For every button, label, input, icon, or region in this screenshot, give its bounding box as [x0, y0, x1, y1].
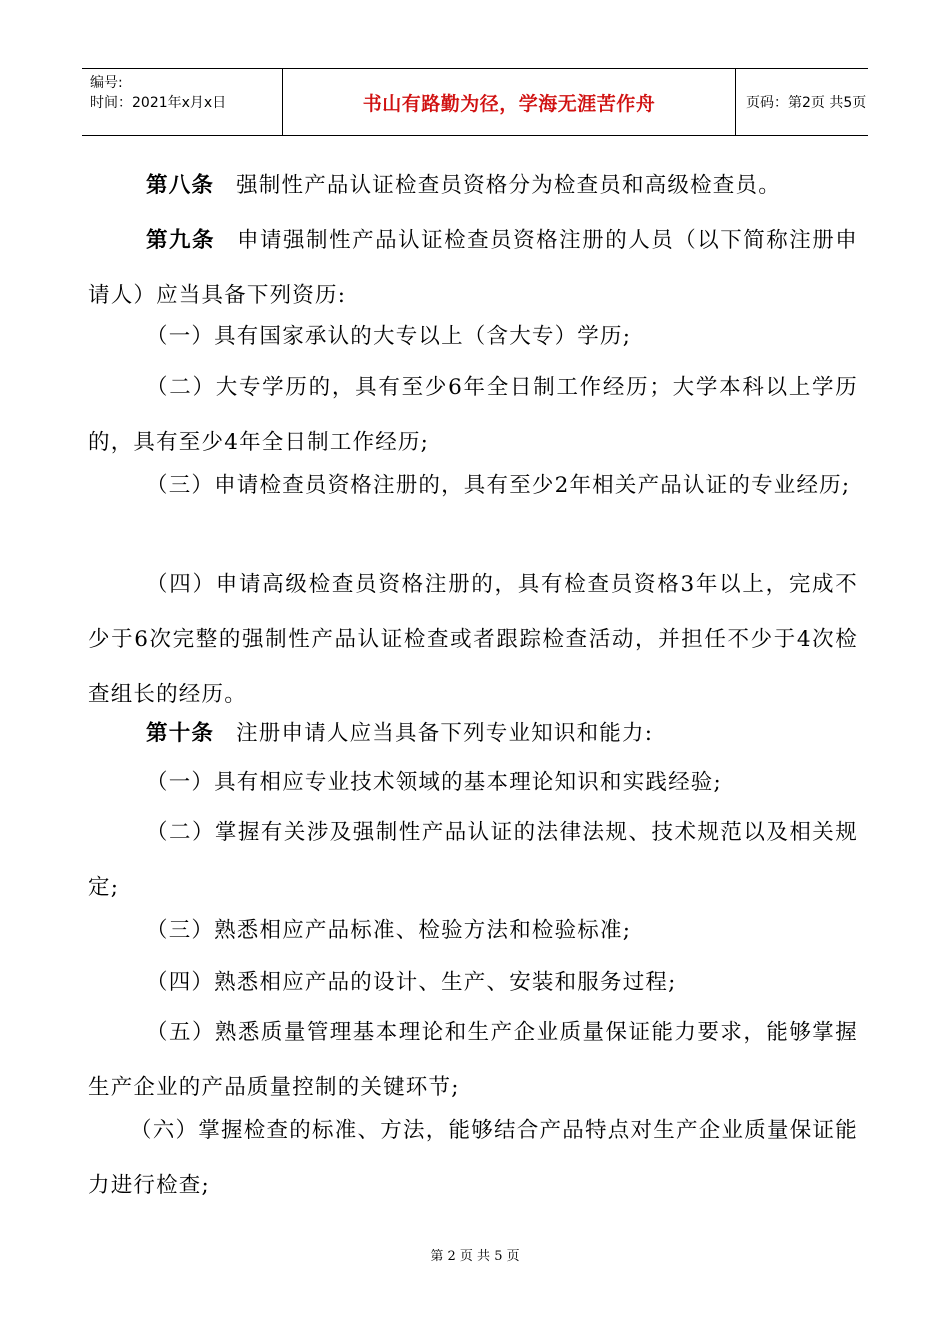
time-label: 时间：2021年x月x日: [90, 95, 227, 111]
list-item: （三）申请检查员资格注册的，具有至少2年相关产品认证的专业经历;: [146, 473, 851, 498]
motto-text: 书山有路勤为径，学海无涯苦作舟: [362, 92, 656, 115]
list-item: （六）掌握检查的标准、方法，能够结合产品特点对生产企业质量保证能力进行检查;: [88, 1118, 858, 1198]
article-text: 强制性产品认证检查员资格分为检查员和高级检查员。: [236, 173, 781, 198]
number-label: 编号:: [90, 75, 123, 91]
page-header: [82, 68, 868, 136]
header-motto-cell: [282, 69, 736, 135]
header-meta: [82, 69, 282, 135]
article-8: [88, 158, 858, 213]
page-footer: 第 2 页 共 5 页: [430, 1249, 520, 1264]
list-item: （四）申请高级检查员资格注册的，具有检查员资格3年以上，完成不少于6次完整的强制性产品认证检查或者跟踪检查活动，并担任不少于4次检查组长的经历。: [88, 572, 858, 707]
list-item: （二）大专学历的，具有至少6年全日制工作经历；大学本科以上学历的，具有至少4年全日制工作经历;: [88, 375, 858, 455]
list-item: （四）熟悉相应产品的设计、生产、安装和服务过程;: [146, 970, 677, 995]
list-item: （一）具有相应专业技术领域的基本理论知识和实践经验;: [146, 770, 722, 795]
list-item: （一）具有国家承认的大专以上（含大专）学历;: [146, 324, 632, 349]
article-10: [88, 706, 858, 761]
article-title: 第十条: [146, 721, 215, 746]
article-title: 第九条: [146, 228, 216, 253]
article-text: 注册申请人应当具备下列专业知识和能力:: [236, 721, 654, 746]
list-item: （二）掌握有关涉及强制性产品认证的法律法规、技术规范以及相关规定;: [88, 820, 858, 900]
list-item: （三）熟悉相应产品标准、检验方法和检验标准;: [146, 918, 632, 943]
article-text: 申请强制性产品认证检查员资格注册的人员（以下简称注册申请人）应当具备下列资历:: [88, 228, 858, 308]
article-9: [88, 213, 858, 323]
header-page-info: 页码：第2页 共5页: [746, 95, 867, 111]
article-title: 第八条: [146, 173, 215, 198]
list-item: （五）熟悉质量管理基本理论和生产企业质量保证能力要求，能够掌握生产企业的产品质量控制的关键环节;: [88, 1020, 858, 1100]
